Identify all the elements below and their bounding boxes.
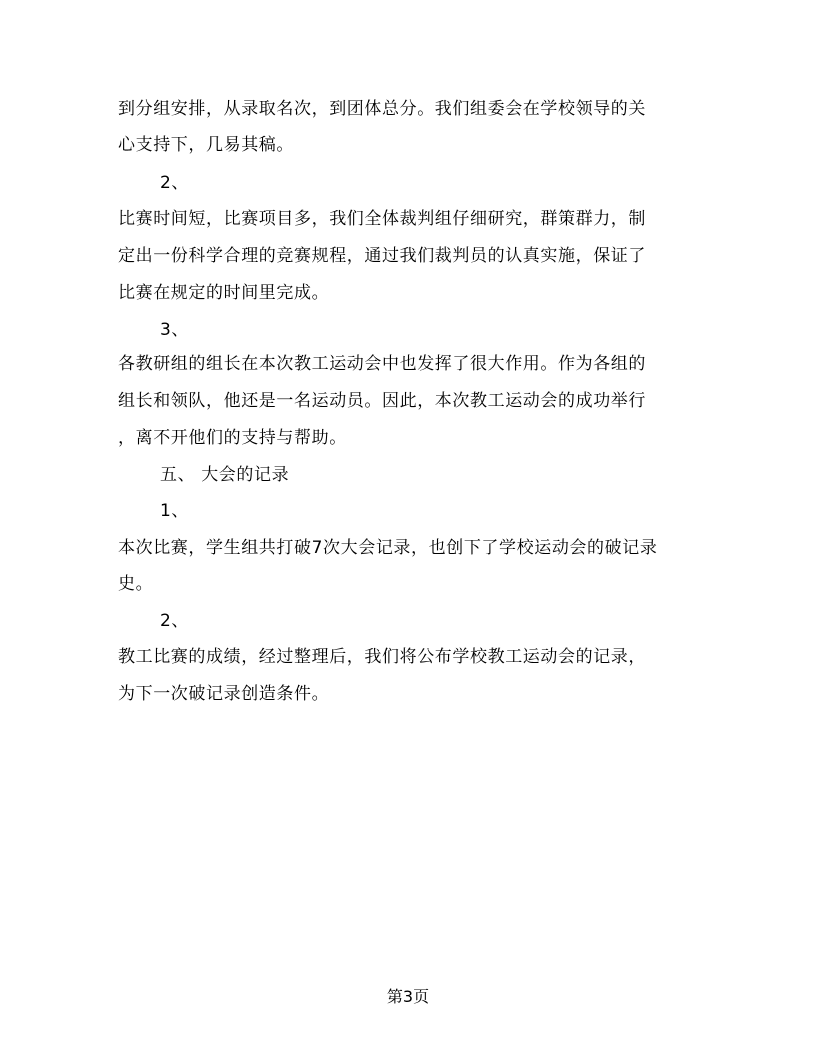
body-text-line: 为下一次破记录创造条件。	[118, 684, 330, 704]
list-number: 2、	[160, 611, 190, 631]
body-text-line: ，离不开他们的支持与帮助。	[118, 428, 347, 448]
body-text-line: 到分组安排，从录取名次，到团体总分。我们组委会在学校领导的关	[118, 99, 646, 119]
list-number: 3、	[160, 320, 190, 340]
body-text-line: 比赛时间短，比赛项目多，我们全体裁判组仔细研究，群策群力，制	[118, 209, 646, 229]
page-number: 第3页	[386, 987, 430, 1006]
list-number: 2、	[160, 173, 190, 193]
body-text-line: 教工比赛的成绩，经过整理后，我们将公布学校教工运动会的记录，	[118, 647, 646, 667]
body-text-line: 心支持下，几易其稿。	[118, 135, 294, 155]
body-text-line: 史。	[118, 574, 154, 594]
section-heading: 五、 大会的记录	[160, 465, 290, 485]
body-text-line: 定出一份科学合理的竞赛规程，通过我们裁判员的认真实施，保证了	[118, 246, 646, 266]
body-text-line: 本次比赛，学生组共打破7次大会记录，也创下了学校运动会的破记录	[118, 538, 658, 558]
list-number: 1、	[160, 501, 190, 521]
body-text-line: 组长和领队，他还是一名运动员。因此，本次教工运动会的成功举行	[118, 391, 646, 411]
body-text-line: 比赛在规定的时间里完成。	[118, 283, 330, 303]
body-text-line: 各教研组的组长在本次教工运动会中也发挥了很大作用。作为各组的	[118, 354, 646, 374]
